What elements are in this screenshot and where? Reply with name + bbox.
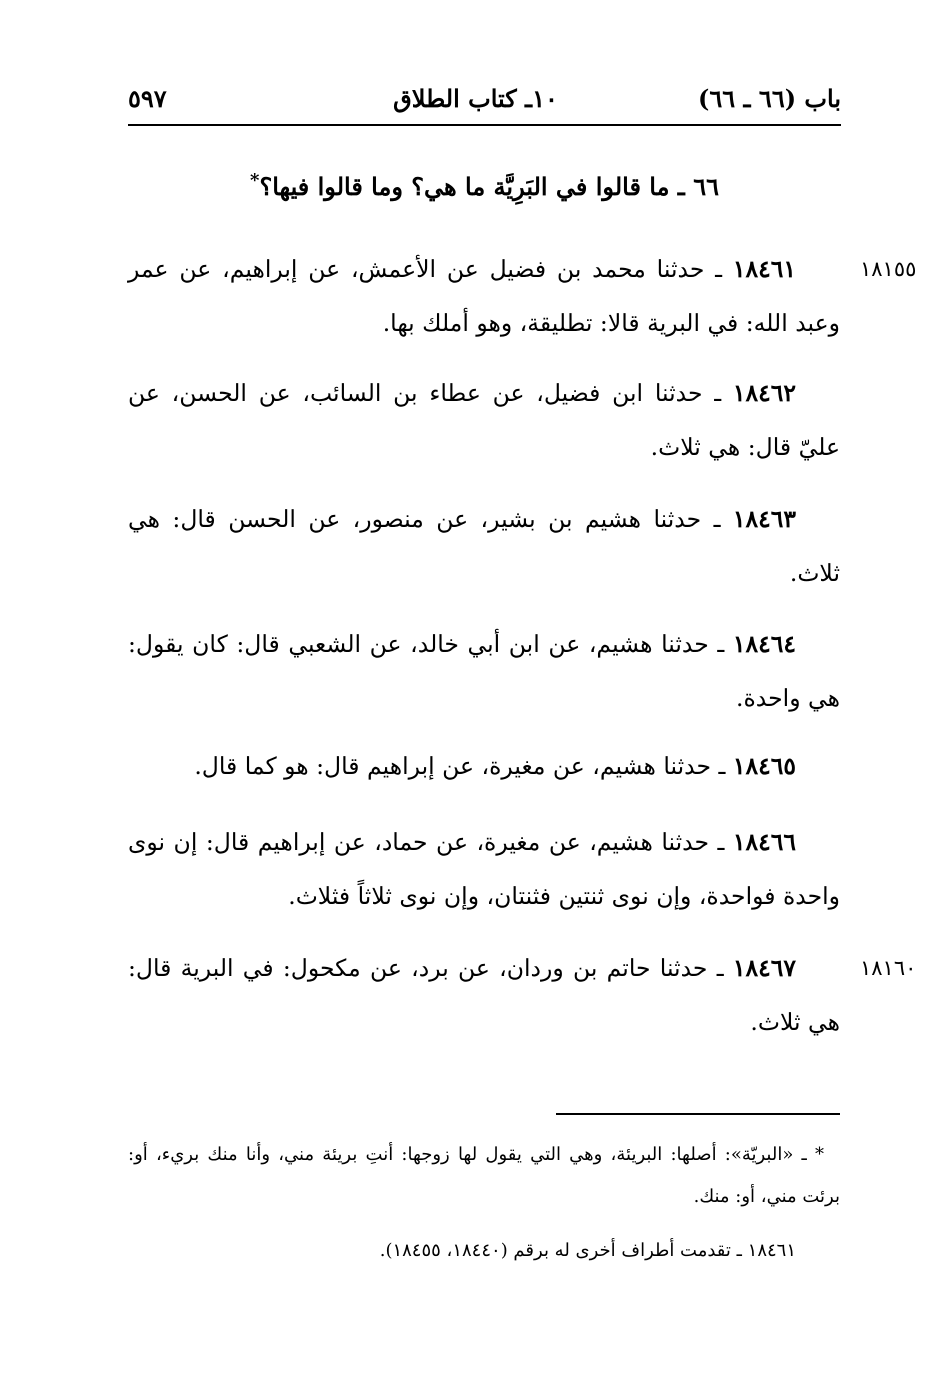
hadith-entry [128,815,840,923]
chapter-title-text: ٦٦ ـ ما قالوا في البَرِيَّة ما هي؟ وما قالوا فيها؟ [259,172,719,201]
hadith-entry [128,366,840,474]
hadith-entry [128,617,840,725]
hadith-number: ١٨٤٦٥ [732,752,796,780]
header-rule [128,124,841,126]
hadith-number: ١٨٤٦١ [732,255,796,283]
hadith-text: ـ حدثنا هشيم، عن مغيرة، عن حماد، عن إبراهيم قال: إن نوى واحدة فواحدة، وإن نوى ثنتين فثنتان، وإن نوى ثلاثاً فثلاث. [128,828,840,910]
hadith-text: ـ حدثنا محمد بن فضيل عن الأعمش، عن إبراهيم، عن عمر وعبد الله: في البرية قالا: تطليقة، وهو أملك بها. [128,255,840,337]
hadith-number: ١٨٤٦٦ [732,828,796,856]
hadith-text: ـ حدثنا هشيم، عن ابن أبي خالد، عن الشعبي قال: كان يقول: هي واحدة. [128,630,840,712]
hadith-text: ـ حدثنا هشيم بن بشير، عن منصور، عن الحسن قال: هي ثلاث. [128,505,840,587]
footnote-rule [556,1113,840,1115]
hadith-number: ١٨٤٦٧ [732,954,796,982]
hadith-number: ١٨٤٦٤ [732,630,796,658]
header-chapter-range: باب (٦٦ ـ ٦٦) [698,84,841,113]
hadith-entry [128,492,840,600]
hadith-text: ـ حدثنا ابن فضيل، عن عطاء بن السائب، عن الحسن، عن عليّ قال: هي ثلاث. [128,379,840,461]
footnote-cross-reference: ١٨٤٦١ ـ تقدمت أطراف أخرى له برقم (١٨٤٤٠، ١٨٤٥٥). [379,1240,796,1261]
chapter-title [128,170,841,201]
margin-number: ١٨١٦٠ [860,956,917,980]
margin-number: ١٨١٥٥ [860,257,917,281]
chapter-footnote-mark: * [250,170,260,191]
hadith-number: ١٨٤٦٣ [732,505,796,533]
header-book-title: ١٠ـ كتاب الطلاق [393,84,558,113]
hadith-entry [128,242,840,350]
hadith-entry [128,941,840,1049]
header-page-number: ٥٩٧ [128,84,167,113]
hadith-text: ـ حدثنا حاتم بن وردان، عن برد، عن مكحول: في البرية قال: هي ثلاث. [128,954,840,1036]
hadith-number: ١٨٤٦٢ [732,379,796,407]
footnote-note: * ـ «البريّة»: أصلها: البريئة، وهي التي يقول لها زوجها: أنتِ بريئة مني، وأنا منك بريء، أو: برئت مني، أو: منك. [128,1144,840,1207]
hadith-entry [128,739,840,793]
hadith-text: ـ حدثنا هشيم، عن مغيرة، عن إبراهيم قال: هو كما قال. [194,752,733,780]
